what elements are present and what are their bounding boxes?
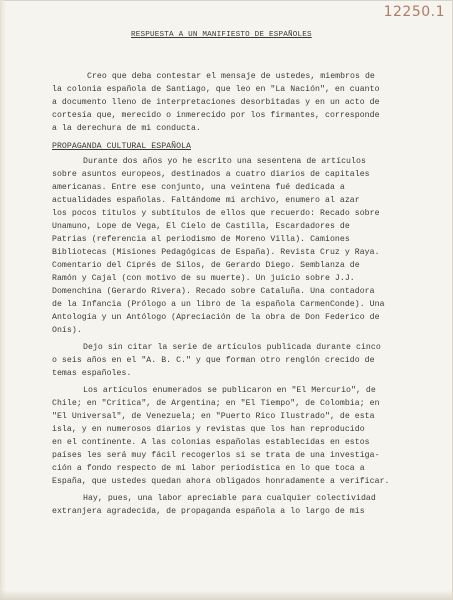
text-line: Antología y un Antólogo (Apreciación de la obra de Don Federico de xyxy=(52,313,380,322)
text-line: de la Infancia (Prólogo a un libro de la española CarmenConde). Una xyxy=(52,300,385,309)
text-line: o seis años en el "A. B. C." y que forman otro renglón crecido de xyxy=(52,356,375,365)
text-line: extranjera agradecida, de propaganda española a lo largo de mis xyxy=(52,507,365,516)
text-line: Ramón y Cajal (con motivo de su muerte). Un juicio sobre J.J. xyxy=(52,274,355,283)
text-line: Onís). xyxy=(52,326,82,335)
text-line: isla, y en numerosos diarios y revistas que los han reproducido xyxy=(52,425,365,434)
text-line: Domenchina (Gerardo Rivera). Recado sobre Cataluña. Una contadora xyxy=(52,287,375,296)
text-line: en el continente. A las colonias españolas establecidas en estos xyxy=(52,438,370,447)
text-line: la colonia española de Santiago, que leo en "La Nación", en cuanto xyxy=(52,85,380,94)
text-line: Dejo sin citar la serie de artículos publicada durante cinco xyxy=(83,343,381,352)
text-line: Creo que deba contestar el mensaje de ustedes, miembros de xyxy=(87,72,375,81)
text-line: ción a fondo respecto de mi labor periodística en lo que toca a xyxy=(52,464,365,473)
page-number: 12250.1 xyxy=(383,4,445,20)
text-line: a la derechura de mi conducta. xyxy=(52,124,201,133)
text-line: a documento lleno de interpretaciones desorbitadas y en un acto de xyxy=(52,98,380,107)
section-heading: PROPAGANDA CULTURAL ESPAÑOLA xyxy=(52,142,191,151)
document-title: RESPUESTA A UN MANIFIESTO DE ESPAÑOLES xyxy=(131,31,312,39)
text-line: Bibliotecas (Misiones Pedagógicas de España). Revista Cruz y Raya. xyxy=(52,248,380,257)
text-line: "El Universal", de Venezuela; en "Puerto Rico Ilustrado", de esta xyxy=(52,412,375,421)
text-line: americanas. Entre ese conjunto, una veintena fué dedicada a xyxy=(52,183,345,192)
text-line: Durante dos años yo he escrito una sesentena de artículos xyxy=(83,157,366,166)
text-line: España, que ustedes quedan ahora obligados honradamente a verificar. xyxy=(52,477,390,486)
text-line: Unamuno, Lope de Vega, El Cielo de Castilla, Escardadores de xyxy=(52,222,350,231)
page-edge-shading xyxy=(0,0,6,600)
text-line: países les será muy fácil recogerlos si se trata de una investiga- xyxy=(52,451,380,460)
text-line: cortesía que, merecido o inmerecido por los firmantes, corresponde xyxy=(52,111,380,120)
text-line: Hay, pues, una labor apreciable para cualquier colectividad xyxy=(83,494,376,503)
text-line: Los artículos enumerados se publicaron en "El Mercurio", de xyxy=(83,386,376,395)
text-line: los pocos títulos y subtítulos de ellos que recuerdo: Recado sobre xyxy=(52,209,380,218)
text-line: actualidades españolas. Faltándome mi archivo, enumero al azar xyxy=(52,196,360,205)
text-line: Patrias (referencia al periodismo de Moreno Villa). Camiones xyxy=(52,235,350,244)
text-line: temas españoles. xyxy=(52,369,132,378)
text-line: sobre asuntos europeos, destinados a cuatro diarios de capitales xyxy=(52,170,370,179)
page-bottom-shading xyxy=(0,590,453,600)
text-line: Chile; en "Crítica", de Argentina; en "El Tiempo", de Colombia; en xyxy=(52,399,380,408)
text-line: Comentario del Ciprés de Silos, de Gerardo Diego. Semblanza de xyxy=(52,261,360,270)
